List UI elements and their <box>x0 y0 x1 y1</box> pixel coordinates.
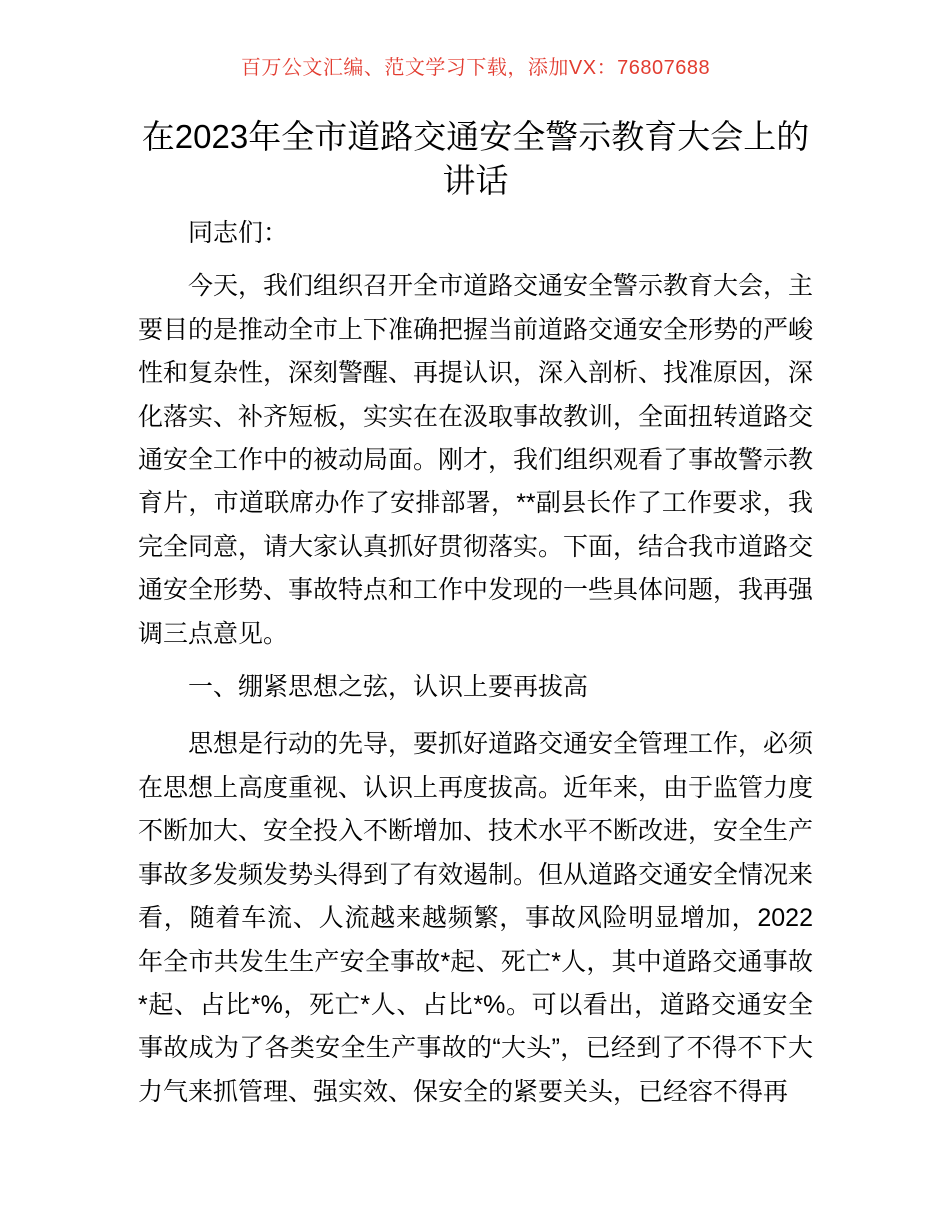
salutation: 同志们： <box>188 219 289 247</box>
section-heading: 一、绷紧思想之弦，认识上要再拔高 <box>188 673 589 702</box>
paragraph: 今天，我们组织召开全市道路交通安全警示教育大会，主要目的是推动全市上下准确把握当前道路交通安全形势的严峻性和复杂性，深刻警醒、再提认识，深入剖析、找准原因，深化落实、补齐短板，实实在在汲取事故教训，全面扭转道路交通安全工作中的被动局面。刚才，我们组织观看了事故警示教育片，市道联席办作了安排部署，**副县长作了工作要求，我完全同意，请大家认真抓好贯彻落实。下面，结合我市道路交通安全形势、事故特点和工作中发现的一些具体问题，我再强调三点意见。 <box>138 272 814 648</box>
document-body <box>138 212 813 1114</box>
document-title: 在2023年全市道路交通安全警示教育大会上的讲话 <box>141 118 810 199</box>
header-notice: 百万公文汇编、范文学习下载，添加VX：76807688 <box>240 57 711 79</box>
paragraph: 思想是行动的先导，要抓好道路交通安全管理工作，必须在思想上高度重视、认识上再度拔高。近年来，由于监管力度不断加大、安全投入不断增加、技术水平不断改进，安全生产事故多发频发势头得到了有效遏制。但从道路交通安全情况来看，随着车流、人流越来越频繁，事故风险明显增加，2022年全市共发生生产安全事故*起、死亡*人，其中道路交通事故*起、占比*%，死亡*人、占比*%。可以看出，道路交通安全事故成为了各类安全生产事故的“大头”，已经到了不得不下大力气来抓管理、强实效、保安全的紧要关头，已经容不得再 <box>138 730 814 1106</box>
